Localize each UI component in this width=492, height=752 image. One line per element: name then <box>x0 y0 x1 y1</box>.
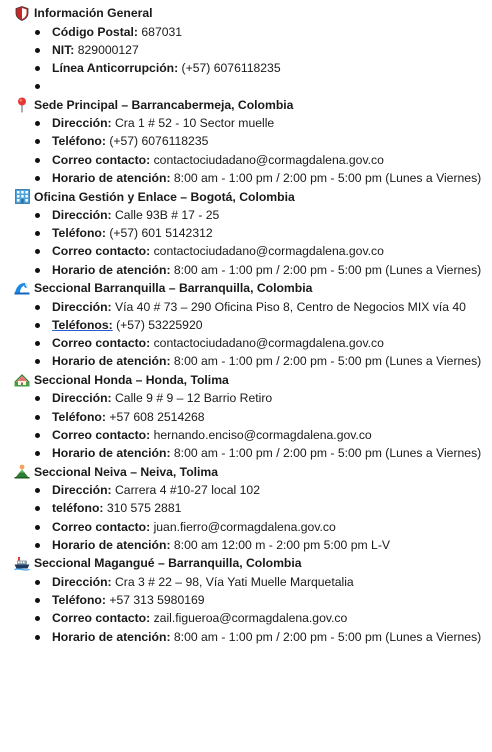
section-list <box>14 298 492 371</box>
list-item: Teléfono: +57 608 2514268 <box>14 408 492 426</box>
general-info-title: Información General <box>34 6 153 21</box>
section-title: Seccional Honda – Honda, Tolima <box>34 373 229 387</box>
section-title: Sede Principal – Barrancabermeja, Colombia <box>34 97 294 112</box>
section-heading-magangue <box>14 554 492 573</box>
section-heading-sede-principal <box>14 96 492 115</box>
section-title: Oficina Gestión y Enlace – Bogotá, Colombia <box>34 189 295 204</box>
list-item: Teléfono: (+57) 601 5142312 <box>14 224 492 242</box>
list-item: Horario de atención: 8:00 am - 1:00 pm / 2:00 pm - 5:00 pm (Lunes a Viernes) <box>14 352 492 370</box>
list-item: Correo contacto: contactociudadano@cormagdalena.gov.co <box>14 151 492 169</box>
list-item: NIT: 829000127 <box>14 41 492 59</box>
list-item: Horario de atención: 8:00 am - 1:00 pm / 2:00 pm - 5:00 pm (Lunes a Viernes) <box>14 169 492 187</box>
shield-icon <box>14 5 30 21</box>
section-title: Seccional Neiva – Neiva, Tolima <box>34 464 219 479</box>
list-item: Teléfonos: (+57) 53225920 <box>14 316 492 334</box>
empty-list-item <box>14 77 492 95</box>
list-item: Horario de atención: 8:00 am - 1:00 pm / 2:00 pm - 5:00 pm (Lunes a Viernes) <box>14 444 492 462</box>
section-list <box>14 481 492 554</box>
list-item: Correo contacto: contactociudadano@cormagdalena.gov.co <box>14 242 492 260</box>
house-icon <box>14 372 30 388</box>
section-title: Seccional Magangué – Barranquilla, Colombia <box>34 556 302 571</box>
section-heading-barranquilla <box>14 279 492 298</box>
list-item: Horario de atención: 8:00 am 12:00 m - 2:00 pm 5:00 pm L-V <box>14 536 492 554</box>
general-info-heading <box>14 4 492 23</box>
office-building-icon <box>14 189 30 205</box>
list-item: Dirección: Cra 1 # 52 - 10 Sector muelle <box>14 114 492 132</box>
mountain-person-icon <box>14 464 30 480</box>
list-item: Dirección: Cra 3 # 22 – 98, Vía Yati Muelle Marquetalia <box>14 573 492 591</box>
list-item: Horario de atención: 8:00 am - 1:00 pm / 2:00 pm - 5:00 pm (Lunes a Viernes) <box>14 628 492 646</box>
list-item: Correo contacto: contactociudadano@cormagdalena.gov.co <box>14 334 492 352</box>
list-item: Código Postal: 687031 <box>14 23 492 41</box>
list-item: Línea Anticorrupción: (+57) 6076118235 <box>14 59 492 77</box>
list-item: Dirección: Calle 93B # 17 - 25 <box>14 206 492 224</box>
pin-icon <box>14 97 30 113</box>
section-heading-neiva <box>14 462 492 481</box>
list-item: Correo contacto: hernando.enciso@cormagdalena.gov.co <box>14 426 492 444</box>
section-list <box>14 389 492 462</box>
list-item: Dirección: Carrera 4 #10-27 local 102 <box>14 481 492 499</box>
list-item: Correo contacto: juan.fierro@cormagdalena.gov.co <box>14 518 492 536</box>
general-info-list <box>14 23 492 96</box>
section-list <box>14 206 492 279</box>
list-item: teléfono: 310 575 2881 <box>14 499 492 517</box>
section-heading-honda <box>14 371 492 390</box>
list-item: Teléfono: +57 313 5980169 <box>14 591 492 609</box>
list-item: Teléfono: (+57) 6076118235 <box>14 132 492 150</box>
section-heading-oficina-bogota <box>14 187 492 206</box>
list-item: Horario de atención: 8:00 am - 1:00 pm / 2:00 pm - 5:00 pm (Lunes a Viernes) <box>14 261 492 279</box>
list-item: Dirección: Calle 9 # 9 – 12 Barrio Retiro <box>14 389 492 407</box>
section-list <box>14 114 492 187</box>
list-item: Correo contacto: zail.figueroa@cormagdalena.gov.co <box>14 609 492 627</box>
section-title: Seccional Barranquilla – Barranquilla, Colombia <box>34 281 313 296</box>
list-item: Dirección: Vía 40 # 73 – 290 Oficina Piso 8, Centro de Negocios MIX vía 40 <box>14 298 492 316</box>
section-list <box>14 573 492 646</box>
ship-icon <box>14 555 30 571</box>
wave-icon <box>14 280 30 296</box>
